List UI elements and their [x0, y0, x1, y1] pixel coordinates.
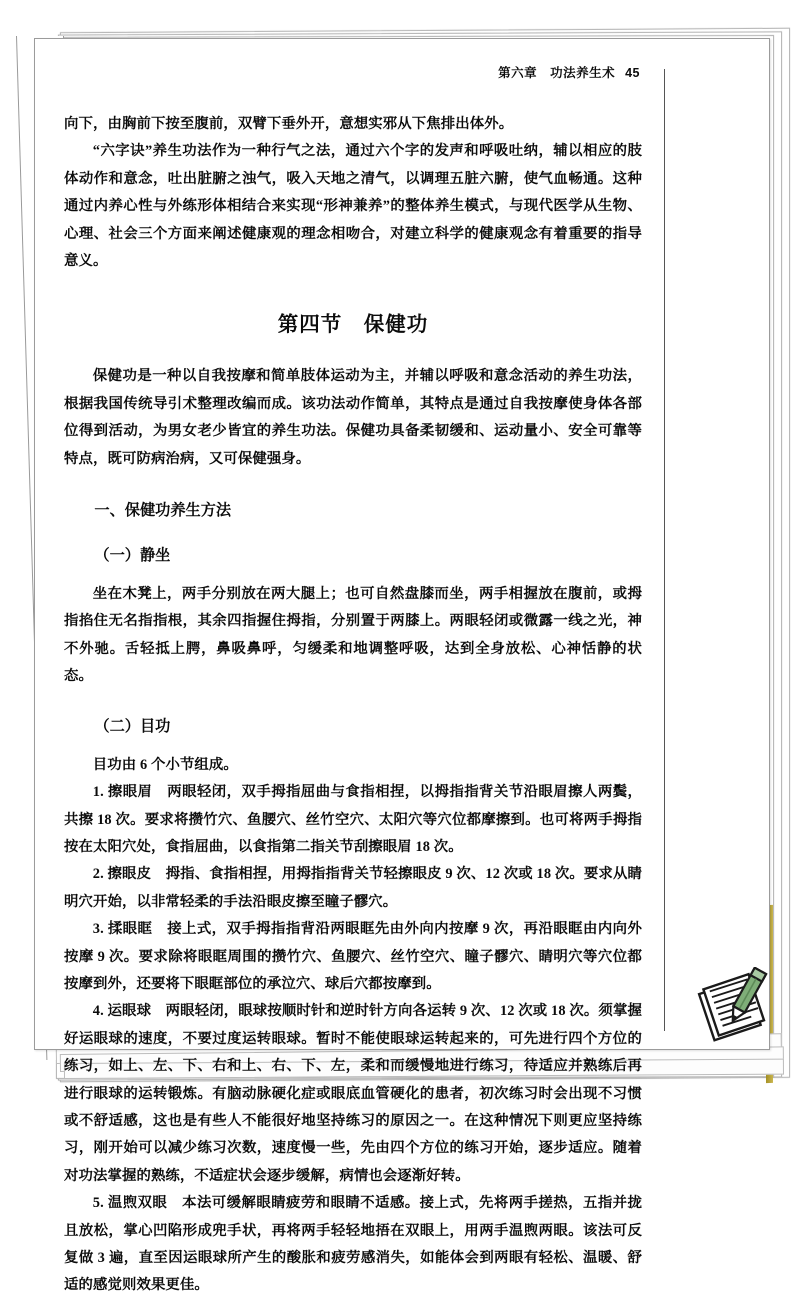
section-intro-paragraph: 保健功是一种以自我按摩和简单肢体运动为主，并辅以呼吸和意念活动的养生功法，根据我国传统导引术整理改编而成。该功法动作简单，其特点是通过自我按摩使身体各部位得到活动，为男女老少皆宜的养生功法。保健功具备柔韧缓和、运动量小、安全可靠等特点，既可防病治病，又可保健强身。: [64, 368, 642, 467]
item-number: 5.: [92, 1195, 104, 1212]
item-number: 3.: [92, 921, 104, 938]
list-item: [64, 861, 642, 916]
item-text: 接上式，双手拇指指背沿两眼眶先由外向内按摩 9 次，再沿眼眶由内向外按摩 9 次。要求除将眼眶周围的攒竹穴、鱼腰穴、丝竹空穴、瞳子髎穴、睛明穴等穴位都按摩到外，还要将下眼眶部位的承泣穴、球后穴都按摩到。: [64, 921, 642, 992]
item-number: 4.: [92, 1003, 104, 1020]
heading-level1: 一、保健功养生方法: [94, 502, 232, 520]
item-text: 本法可缓解眼睛疲劳和眼睛不适感。接上式，先将两手搓热，五指并拢且放松，掌心凹陷形成兜手状，再将两手轻轻地捂在双眼上，用两手温煦两眼。该法可反复做 3 遍，直至因运眼球所产生的酸胀和疲劳感消失，如能体会到两眼有轻松、温暖、舒适的感觉则效果更佳。: [64, 1195, 642, 1294]
running-head: [64, 63, 642, 81]
subsection-body-jingzuo: 坐在木凳上，两手分别放在两大腿上；也可自然盘膝而坐，两手相握放在腹前，或拇指掐住无名指指根，其余四指握住拇指，分别置于两膝上。两眼轻闭或微露一线之光，神不外驰。舌轻抵上腭，鼻吸鼻呼，匀缓柔和地调整呼吸，达到全身放松、心神恬静的状态。: [64, 586, 642, 685]
document-pencil-icon: [690, 967, 776, 1053]
item-text: 两眼轻闭，眼球按顺时针和逆时针方向各运转 9 次、12 次或 18 次。须掌握好运眼球的速度，不要过度运转眼球。暂时不能使眼球运转起来的，可先进行四个方位的练习，如上、左、下、右和上、右、下、左，柔和而缓慢地进行练习，待适应并熟练后再进行眼球的运转锻炼。有脑动脉硬化症或眼底血管硬化的患者，初次练习时会出现不习惯或不舒适感，这也是有些人不能很好地坚持练习的原因之一。在这种情况下则更应坚持练习，刚开始可以减少练习次数，速度慢一些，先由四个方位的练习开始，逐步适应。随着对功法掌握的熟练，不适症状会逐步缓解，病情也会逐渐好转。: [64, 1003, 642, 1184]
item-label: 揉眼眶: [107, 921, 153, 938]
subsection-body-mugong: 目功由 6 个小节组成。: [92, 756, 238, 773]
item-text: 拇指、食指相捏，用拇指指背关节轻擦眼皮 9 次、12 次或 18 次。要求从睛明穴开始，以非常轻柔的手法沿眼皮擦至瞳子髎穴。: [64, 866, 642, 910]
running-head-chapter: 第六章 功法养生术: [498, 66, 616, 80]
item-label: 擦眼眉: [107, 784, 153, 801]
item-label: 温煦双眼: [107, 1195, 168, 1212]
paragraph-continued: 向下，由胸前下按至腹前，双臂下垂外开，意想实邪从下焦排出体外。: [64, 116, 514, 132]
item-label: 擦眼皮: [107, 866, 152, 883]
paragraph-liuzijue: “六字诀”养生功法作为一种行气之法，通过六个字的发声和呼吸吐纳，辅以相应的肢体动作和意念，吐出脏腑之浊气，吸入天地之清气，以调理五脏六腑，使气血畅通。这种通过内养心性与外练形体相结合来实现“形神兼养”的整体养生模式，与现代医学从生物、心理、社会三个方面来阐述健康观的理念相吻合，对建立科学的健康观念有着重要的指导意义。: [64, 143, 642, 270]
list-item: [64, 779, 642, 861]
subsection-heading-mugong: （二）目功: [94, 717, 171, 735]
book-page: [34, 38, 770, 1294]
item-number: 2.: [92, 866, 104, 883]
list-item: [64, 916, 642, 998]
section-title: 第四节 保健功: [277, 314, 429, 337]
item-label: 运眼球: [107, 1003, 152, 1020]
list-item: [64, 998, 642, 1190]
subsection-heading-jingzuo: （一）静坐: [94, 547, 171, 565]
gutter-rule: [664, 69, 665, 1031]
list-item: [64, 1190, 642, 1300]
item-number: 1.: [92, 784, 104, 801]
item-text: 两眼轻闭，双手拇指屈曲与食指相捏，以拇指指背关节沿眼眉擦人两鬓，共擦 18 次。要求将攒竹穴、鱼腰穴、丝竹空穴、太阳穴等穴位都摩擦到。也可将两手拇指按在太阳穴处，食指屈曲，以食指第二指关节刮擦眼眉 18 次。: [64, 784, 643, 855]
page-content: [64, 55, 642, 1300]
page-number: 45: [625, 66, 640, 80]
